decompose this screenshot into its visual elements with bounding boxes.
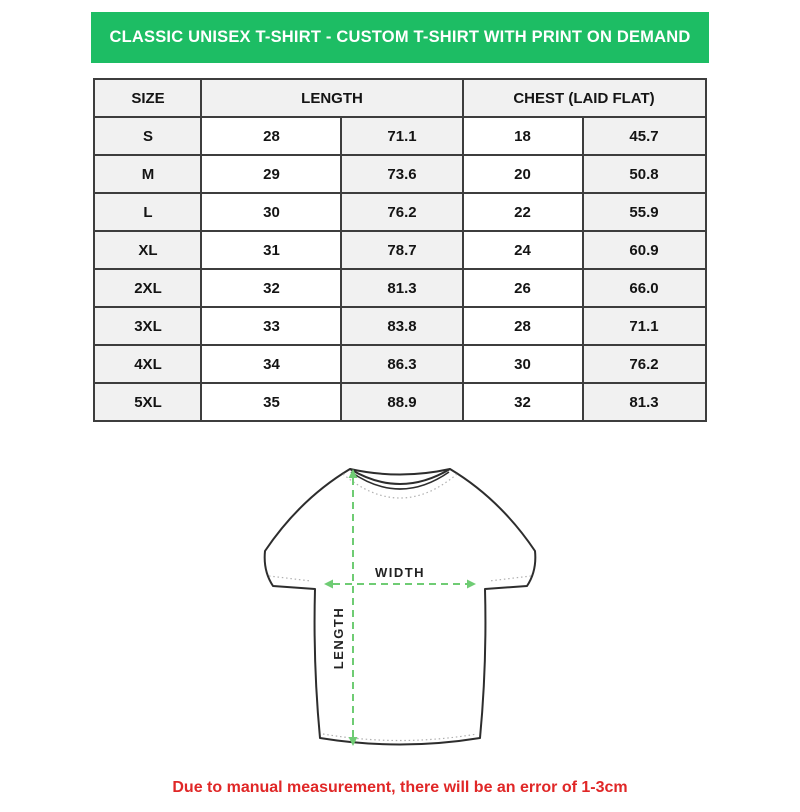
chest-in-cell: 26 xyxy=(463,269,583,307)
length-cm-cell: 76.2 xyxy=(341,193,462,231)
size-cell: 4XL xyxy=(94,345,201,383)
chest-in-cell: 28 xyxy=(463,307,583,345)
size-chart-table xyxy=(93,78,706,422)
size-cell: 3XL xyxy=(94,307,201,345)
chest-in-cell: 32 xyxy=(463,383,583,421)
table-row xyxy=(94,383,705,421)
chest-in-cell: 30 xyxy=(463,345,583,383)
length-cm-cell: 78.7 xyxy=(341,231,462,269)
chest-cm-cell: 76.2 xyxy=(583,345,706,383)
banner xyxy=(91,12,709,63)
length-in-cell: 31 xyxy=(201,231,341,269)
table-header-row xyxy=(94,79,705,117)
table-row xyxy=(94,155,705,193)
size-cell: XL xyxy=(94,231,201,269)
length-cm-cell: 73.6 xyxy=(341,155,462,193)
length-cm-cell: 88.9 xyxy=(341,383,462,421)
chest-cm-cell: 71.1 xyxy=(583,307,706,345)
tshirt-outline xyxy=(265,469,536,745)
header-length: LENGTH xyxy=(201,79,462,117)
table-row xyxy=(94,193,705,231)
width-label: WIDTH xyxy=(374,565,426,580)
chest-in-cell: 18 xyxy=(463,117,583,155)
chest-cm-cell: 66.0 xyxy=(583,269,706,307)
tshirt-diagram xyxy=(250,459,550,759)
header-chest: CHEST (LAID FLAT) xyxy=(463,79,706,117)
length-in-cell: 34 xyxy=(201,345,341,383)
length-in-cell: 33 xyxy=(201,307,341,345)
table-row xyxy=(94,117,705,155)
length-in-cell: 28 xyxy=(201,117,341,155)
length-in-cell: 35 xyxy=(201,383,341,421)
measurement-note: Due to manual measurement, there will be an error of 1-3cm xyxy=(172,779,628,796)
header-size: SIZE xyxy=(94,79,201,117)
size-cell: M xyxy=(94,155,201,193)
length-cm-cell: 86.3 xyxy=(341,345,462,383)
chest-cm-cell: 50.8 xyxy=(583,155,706,193)
length-cm-cell: 81.3 xyxy=(341,269,462,307)
length-in-cell: 30 xyxy=(201,193,341,231)
table-row xyxy=(94,345,705,383)
chest-in-cell: 24 xyxy=(463,231,583,269)
chest-cm-cell: 81.3 xyxy=(583,383,706,421)
length-cm-cell: 71.1 xyxy=(341,117,462,155)
size-cell: 5XL xyxy=(94,383,201,421)
chest-cm-cell: 55.9 xyxy=(583,193,706,231)
banner-title: CLASSIC UNISEX T-SHIRT - CUSTOM T-SHIRT WITH PRINT ON DEMAND xyxy=(109,28,691,46)
size-cell: L xyxy=(94,193,201,231)
table-row xyxy=(94,269,705,307)
size-cell: S xyxy=(94,117,201,155)
chest-in-cell: 20 xyxy=(463,155,583,193)
table-row xyxy=(94,231,705,269)
chest-in-cell: 22 xyxy=(463,193,583,231)
length-in-cell: 29 xyxy=(201,155,341,193)
length-cm-cell: 83.8 xyxy=(341,307,462,345)
length-label: LENGTH xyxy=(331,606,346,670)
table-row xyxy=(94,307,705,345)
length-in-cell: 32 xyxy=(201,269,341,307)
chest-cm-cell: 45.7 xyxy=(583,117,706,155)
chest-cm-cell: 60.9 xyxy=(583,231,706,269)
size-cell: 2XL xyxy=(94,269,201,307)
